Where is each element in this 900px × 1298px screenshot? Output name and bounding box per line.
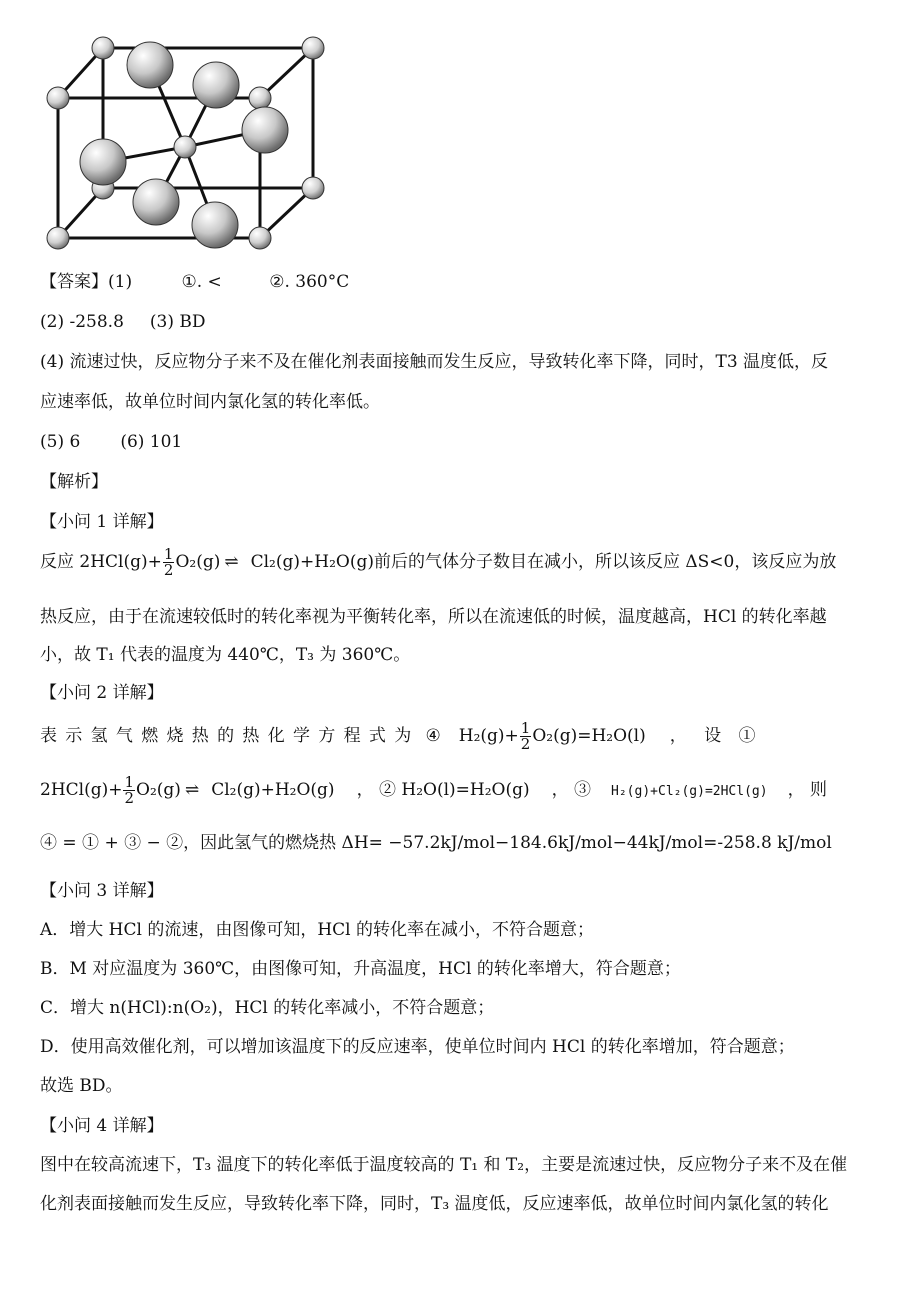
answer-q4-line-1: (4) 流速过快，反应物分子来不及在催化剂表面接触而发生反应，导致转化率下降，同时，T3 温度低，反 xyxy=(40,352,829,372)
sec3-option-a: A．增大 HCl 的流速，由图像可知，HCl 的转化率在减小，不符合题意； xyxy=(40,920,595,940)
sec2-fraction-2: $\frac{1}{2}$ xyxy=(124,773,135,807)
sec2-line-2 xyxy=(40,775,827,806)
analysis-label: 【解析】 xyxy=(40,472,108,492)
sec1-fraction: $\frac{1}{2}$ xyxy=(163,545,174,579)
sec2-line-1 xyxy=(40,721,762,752)
sec3-option-c: C．增大 n(HCl):n(O₂)，HCl 的转化率减小，不符合题意； xyxy=(40,998,495,1018)
sec1-eq-o2: O₂(g) xyxy=(175,552,221,572)
sec1-eq-right: Cl₂(g)+H₂O(g) xyxy=(250,552,374,572)
sec4-heading: 【小问 4 详解】 xyxy=(40,1116,164,1136)
sec3-heading: 【小问 3 详解】 xyxy=(40,881,164,901)
answer-q4-line-2: 应速率低，故单位时间内氯化氢的转化率低。 xyxy=(40,392,380,412)
sec1-line-2: 热反应，由于在流速较低时的转化率视为平衡转化率，所以在流速低的时候，温度越高，HCl 的转化率越 xyxy=(40,607,827,627)
answer-q1-part-a: ①. < xyxy=(181,272,222,292)
answer-q5: (5) 6 xyxy=(40,432,81,452)
sec1-line-1-text: 前后的气体分子数目在减小，所以该反应 ΔS<0，该反应为放 xyxy=(373,552,837,572)
sec2-eq3-label: ， ③ xyxy=(551,780,592,800)
sec3-option-d: D．使用高效催化剂，可以增加该温度下的反应速率，使单位时间内 HCl 的转化率增加，符合题意； xyxy=(40,1037,795,1057)
answer-q6: (6) 101 xyxy=(120,432,183,452)
sec2-eq-o2: O₂(g)=H₂O(l) xyxy=(532,726,646,746)
equilibrium-arrow-icon: ⇌ xyxy=(224,552,239,572)
sec2-fraction-1: $\frac{1}{2}$ xyxy=(520,719,531,753)
sec2-eq1-right: Cl₂(g)+H₂O(g) xyxy=(211,780,335,800)
sec2-set-label: ， 设 ① xyxy=(669,726,762,746)
answer-line-1 xyxy=(40,272,349,292)
crystal-structure-figure xyxy=(40,30,340,255)
sec1-eq-left: 反应 2HCl(g)+ xyxy=(40,552,162,572)
sec3-conclusion: 故选 BD。 xyxy=(40,1076,123,1096)
answer-label: 【答案】 xyxy=(40,272,108,292)
answer-line-5 xyxy=(40,432,182,452)
sec1-line-3: 小，故 T₁ 代表的温度为 440℃，T₃ 为 360℃。 xyxy=(40,645,411,665)
sec1-heading: 【小问 1 详解】 xyxy=(40,512,164,532)
sec2-eq2: ， ② H₂O(l)=H₂O(g) xyxy=(356,780,530,800)
answer-q1-number: (1) xyxy=(108,272,133,292)
answer-q3: (3) BD xyxy=(149,312,206,332)
sec3-option-b: B．M 对应温度为 360℃，由图像可知，升高温度，HCl 的转化率增大，符合题意； xyxy=(40,959,681,979)
answer-line-2 xyxy=(40,312,206,332)
answer-q1-part-b: ②. 360°C xyxy=(269,272,350,292)
sec4-line-1: 图中在较高流速下，T₃ 温度下的转化率低于温度较高的 T₁ 和 T₂，主要是流速过快，反应物分子来不及在催 xyxy=(40,1155,848,1175)
sec2-eq1-o2: O₂(g) xyxy=(136,780,181,800)
sec1-line-1 xyxy=(40,547,836,578)
sec2-then: ， 则 xyxy=(787,780,827,800)
sec4-line-2: 化剂表面接触而发生反应，导致转化率下降，同时，T₃ 温度低，反应速率低，故单位时间内氯化氢的转化 xyxy=(40,1194,829,1214)
sec2-eq3: H₂(g)+Cl₂(g)=2HCl(g) xyxy=(611,784,768,799)
sec2-heading: 【小问 2 详解】 xyxy=(40,683,164,703)
sec2-line-3: ④ = ① + ③ − ②，因此氢气的燃烧热 ΔH= −57.2kJ/mol−184.6kJ/mol−44kJ/mol=-258.8 kJ/mol xyxy=(40,833,832,853)
sec2-line-1-text: 表示氢气燃烧热的热化学方程式为 xyxy=(40,726,420,746)
sec2-circled-4: ④ xyxy=(425,726,441,746)
sec2-eq1-left: 2HCl(g)+ xyxy=(40,780,123,800)
sec2-eq-h2: H₂(g)+ xyxy=(458,726,519,746)
equilibrium-arrow-icon: ⇌ xyxy=(184,780,200,800)
answer-q2: (2) -258.8 xyxy=(40,312,124,332)
